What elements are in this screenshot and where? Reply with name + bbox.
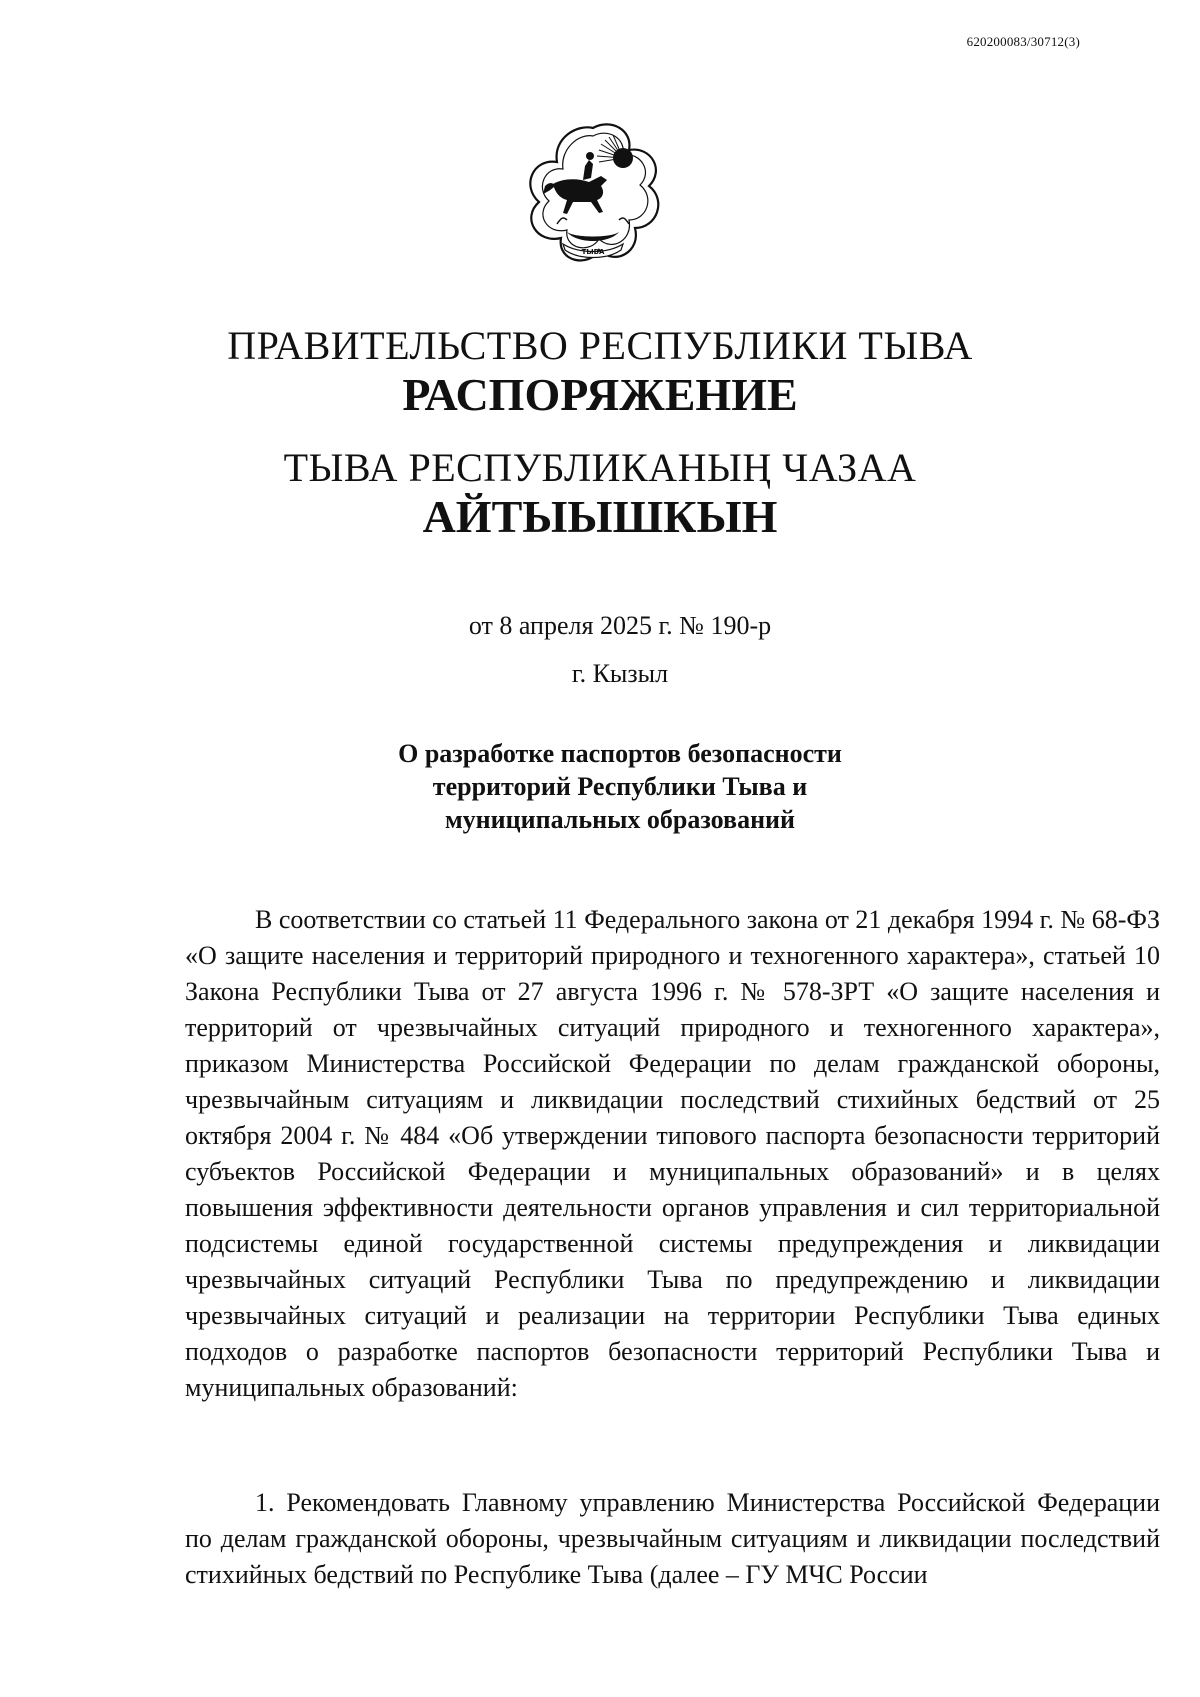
document-subject <box>0 737 1200 836</box>
act-type-ru: РАСПОРЯЖЕНИЕ <box>402 369 798 420</box>
document-city: г. Кызыл <box>571 659 669 688</box>
clause-1-paragraph: 1. Рекомендовать Главному управлению Министерства Российской Федерации по делам гражданской обороны, чрезвычайным ситуациям и ликвидации последствий стихийных бедствий по Республике Тыва (далее – ГУ МЧС России <box>185 1488 1160 1589</box>
document-code: 620200083/30712(3) <box>966 34 1080 49</box>
subject-line: территорий Республики Тыва и <box>432 772 808 801</box>
preamble-paragraph: В соответствии со статьей 11 Федерального закона от 21 декабря 1994 г. № 68-ФЗ «О защите населения и территорий природного и техногенного характера», статьей 10 Закона Республики Тыва от 27 августа 1996 г. № 578-ЗРТ «О защите населения и территорий от чрезвычайных ситуаций природного и техногенного характера», приказом Министерства Российской Федерации по делам гражданской обороны, чрезвычайным ситуациям и ликвидации последствий стихийных бедствий от 25 октября 2004 г. № 484 «Об утверждении типового паспорта безопасности территорий субъектов Российской Федерации и муниципальных образований» и в целях повышения эффективности деятельности органов управления и сил территориальной подсистемы единой государственной системы предупреждения и ликвидации чрезвычайных ситуаций Республики Тыва по предупреждению и ликвидации чрезвычайных ситуаций и реализации на территории Республики Тыва единых подходов о разработке паспортов безопасности территорий Республики Тыва и муниципальных образований: <box>185 905 1160 1402</box>
emblem-ribbon-text: ТЫВА <box>581 248 605 256</box>
preamble-paragraph-block <box>185 902 1160 1406</box>
government-title-tyv: ТЫВА РЕСПУБЛИКАНЫҢ ЧАЗАА <box>283 445 917 490</box>
clause-1-paragraph-block <box>185 1485 1160 1593</box>
subject-line: муниципальных образований <box>444 805 796 834</box>
subject-line: О разработке паспортов безопасности <box>398 739 842 768</box>
coat-of-arms-emblem <box>523 120 663 270</box>
government-title-ru: ПРАВИТЕЛЬСТВО РЕСПУБЛИКИ ТЫВА <box>227 323 973 368</box>
document-date-number: от 8 апреля 2025 г. № 190-р <box>468 611 772 640</box>
act-type-tyv: АЙТЫЫШКЫН <box>422 491 778 542</box>
